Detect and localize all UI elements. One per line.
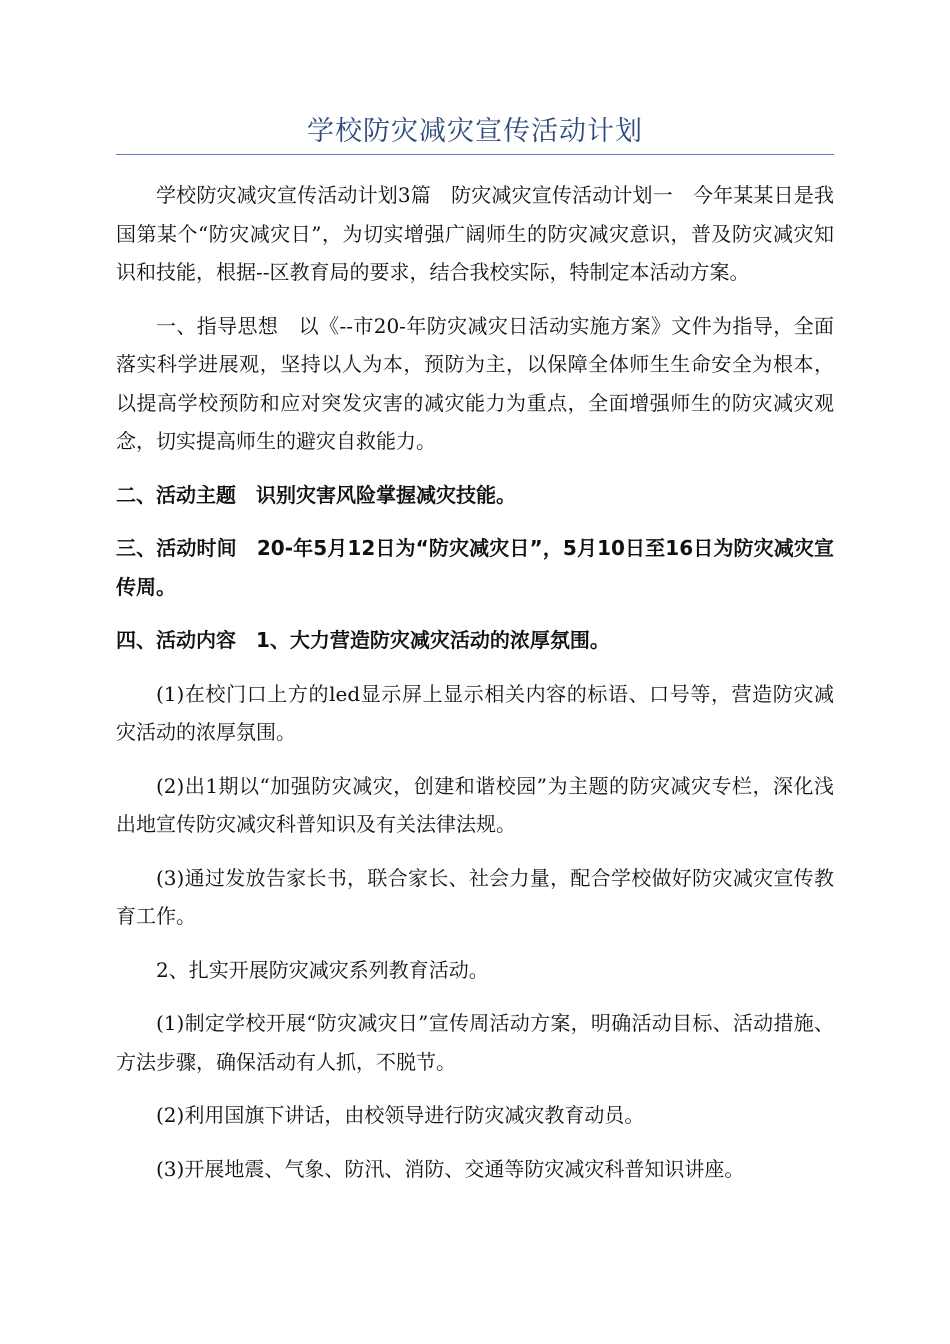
paragraph-guiding-principle: 一、指导思想 以《--市20-年防灾减灾日活动实施方案》文件为指导，全面落实科学进展观，坚持以人为本，预防为主，以保障全体师生生命安全为根本，以提高学校预防和应对突发灾害的减灾能力为重点，全面增强师生的防灾减灾观念，切实提高师生的避灾自救能力。 xyxy=(116,313,834,453)
paragraph-subheading: 2、扎实开展防灾减灾系列教育活动。 xyxy=(156,957,489,982)
document-title: 学校防灾减灾宣传活动计划 xyxy=(307,116,643,147)
paragraph-item: (1)制定学校开展“防灾减灾日”宣传周活动方案，明确活动目标、活动措施、方法步骤，确保活动有人抓，不脱节。 xyxy=(116,1011,834,1074)
paragraph-item: (3)开展地震、气象、防汛、消防、交通等防灾减灾科普知识讲座。 xyxy=(156,1156,745,1181)
title-underline xyxy=(116,154,834,155)
paragraph-item: (2)利用国旗下讲话，由校领导进行防灾减灾教育动员。 xyxy=(156,1103,645,1127)
paragraph-intro: 学校防灾减灾宣传活动计划3篇 防灾减灾宣传活动计划一 今年某某日是我国第某个“防灾减灾日”，为切实增强广阔师生的防灾减灾意识，普及防灾减灾知识和技能，根据--区教育局的要求，结合我校实际，特制定本活动方案。 xyxy=(116,183,834,284)
paragraph-item: (2)出1期以“加强防灾减灾，创建和谐校园”为主题的防灾减灾专栏，深化浅出地宣传防灾减灾科普知识及有关法律法规。 xyxy=(116,773,834,836)
heading-activity-time: 三、活动时间 20-年5月12日为“防灾减灾日”，5月10日至16日为防灾减灾宣传周。 xyxy=(116,536,834,599)
document-body xyxy=(116,176,834,1203)
paragraph-item: (3)通过发放告家长书，联合家长、社会力量，配合学校做好防灾减灾宣传教育工作。 xyxy=(116,865,834,928)
heading-activity-content: 四、活动内容 1、大力营造防灾减灾活动的浓厚氛围。 xyxy=(116,628,610,652)
paragraph-item: (1)在校门口上方的led显示屏上显示相关内容的标语、口号等，营造防灾减灾活动的浓厚氛围。 xyxy=(116,681,834,744)
heading-activity-theme: 二、活动主题 识别灾害风险掌握减灾技能。 xyxy=(116,482,516,507)
